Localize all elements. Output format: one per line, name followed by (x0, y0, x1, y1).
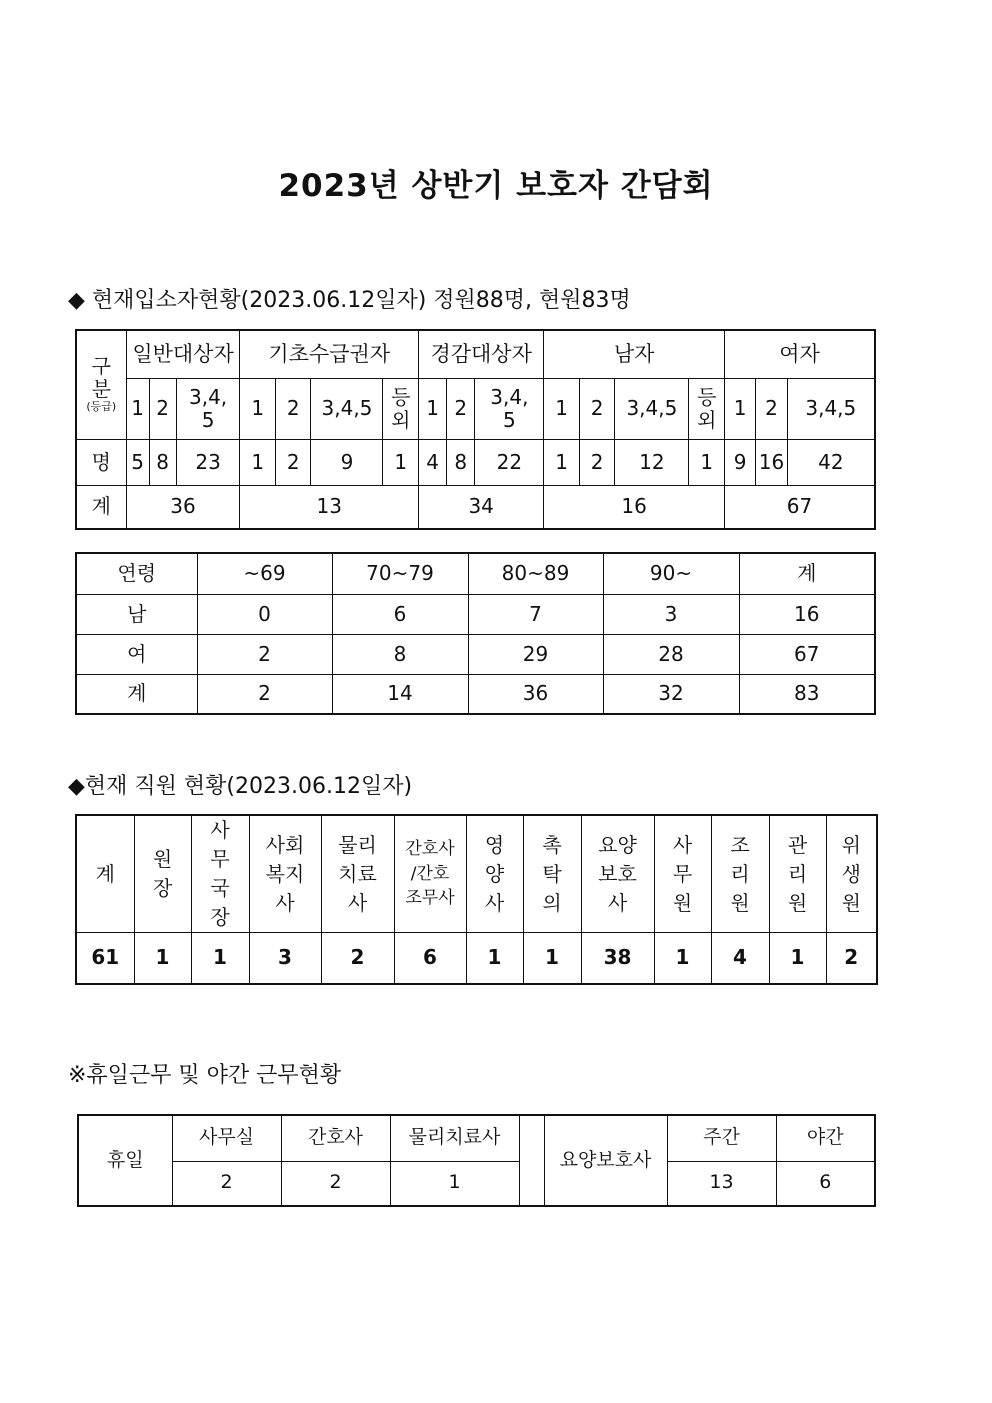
total-row-label: 계 (76, 485, 126, 529)
total-cell: 36 (126, 485, 240, 529)
staff-value: 4 (711, 933, 769, 984)
count-cell: 9 (724, 439, 755, 485)
staff-header-cook: 조 리 원 (711, 815, 769, 933)
group-basic-recipient: 기초수급권자 (240, 330, 419, 378)
grade-label: (등급) (86, 400, 117, 414)
count-row-label: 명 (76, 439, 126, 485)
holiday-header-nurse: 간호사 (281, 1115, 390, 1161)
age-row-label: 여 (76, 634, 197, 674)
count-cell: 8 (149, 439, 176, 485)
grade-cell: 등 외 (689, 378, 725, 439)
count-cell: 1 (383, 439, 419, 485)
shift-header-night: 야간 (776, 1115, 875, 1161)
section-heading-staff: ◆현재 직원 현황(2023.06.12일자) (68, 774, 413, 799)
age-cell: 7 (468, 594, 603, 634)
age-cell: 28 (603, 634, 739, 674)
count-cell: 4 (419, 439, 447, 485)
staff-header-physical-therapist: 물리 치료 사 (321, 815, 394, 933)
age-header: 90~ (603, 553, 739, 594)
total-cell: 13 (240, 485, 419, 529)
age-cell: 14 (332, 674, 468, 714)
count-cell: 2 (579, 439, 615, 485)
grade-cell: 2 (275, 378, 311, 439)
resident-status-table (75, 329, 876, 530)
staff-header-clerk: 사 무 원 (654, 815, 711, 933)
holiday-header-office: 사무실 (172, 1115, 281, 1161)
staff-value: 61 (76, 933, 134, 984)
total-cell: 16 (544, 485, 725, 529)
age-cell: 29 (468, 634, 603, 674)
staff-header-total: 계 (76, 815, 134, 933)
staff-header-manager: 관 리 원 (769, 815, 826, 933)
grade-cell: 1 (126, 378, 149, 439)
group-reduced: 경감대상자 (419, 330, 544, 378)
count-cell: 1 (689, 439, 725, 485)
count-cell: 12 (615, 439, 689, 485)
staff-header-nutritionist: 영 양 사 (466, 815, 523, 933)
staff-header-hygiene: 위 생 원 (826, 815, 877, 933)
grade-cell: 2 (447, 378, 475, 439)
holiday-value: 2 (172, 1161, 281, 1206)
grade-cell: 1 (724, 378, 755, 439)
total-cell: 67 (724, 485, 875, 529)
group-general: 일반대상자 (126, 330, 240, 378)
age-cell: 83 (739, 674, 875, 714)
staff-value: 1 (191, 933, 249, 984)
age-cell: 32 (603, 674, 739, 714)
staff-value: 1 (523, 933, 581, 984)
age-cell: 8 (332, 634, 468, 674)
page-title: 2023년 상반기 보호자 간담회 (278, 168, 714, 204)
category-label-gu: 구 (91, 354, 111, 379)
age-row-label: 계 (76, 674, 197, 714)
staff-value: 1 (654, 933, 711, 984)
staff-header-office-chief: 사 무 국 장 (191, 815, 249, 933)
holiday-value: 2 (281, 1161, 390, 1206)
staff-header-director: 원 장 (134, 815, 191, 933)
count-cell: 5 (126, 439, 149, 485)
age-header: 70~79 (332, 553, 468, 594)
holiday-value: 1 (390, 1161, 519, 1206)
age-cell: 3 (603, 594, 739, 634)
count-cell: 1 (240, 439, 276, 485)
grade-cell: 3,4, 5 (176, 378, 240, 439)
staff-value: 1 (466, 933, 523, 984)
count-cell: 2 (275, 439, 311, 485)
age-header: ~69 (197, 553, 332, 594)
grade-cell: 3,4,5 (615, 378, 689, 439)
staff-value: 2 (321, 933, 394, 984)
grade-cell: 1 (544, 378, 580, 439)
total-cell: 34 (419, 485, 544, 529)
shift-value-night: 6 (776, 1161, 875, 1206)
grade-cell: 1 (240, 378, 276, 439)
grade-cell: 1 (419, 378, 447, 439)
staff-value: 2 (826, 933, 877, 984)
group-male: 남자 (544, 330, 725, 378)
grade-cell: 등 외 (383, 378, 419, 439)
age-cell: 36 (468, 674, 603, 714)
count-cell: 22 (475, 439, 544, 485)
count-cell: 8 (447, 439, 475, 485)
holiday-label: 휴일 (78, 1115, 172, 1206)
spacer-cell (519, 1115, 544, 1206)
staff-table (75, 814, 878, 985)
count-cell: 23 (176, 439, 240, 485)
category-label-bun: 분 (91, 377, 111, 402)
grade-cell: 3,4, 5 (475, 378, 544, 439)
age-cell: 2 (197, 634, 332, 674)
caregiver-label: 요양보호사 (544, 1115, 667, 1206)
age-header: 계 (739, 553, 875, 594)
shift-header-day: 주간 (667, 1115, 776, 1161)
count-cell: 1 (544, 439, 580, 485)
age-cell: 0 (197, 594, 332, 634)
age-cell: 16 (739, 594, 875, 634)
staff-value: 6 (394, 933, 466, 984)
grade-cell: 2 (756, 378, 787, 439)
grade-cell: 2 (579, 378, 615, 439)
staff-value: 38 (581, 933, 654, 984)
age-header: 연령 (76, 553, 197, 594)
section-heading-holiday: ※휴일근무 및 야간 근무현황 (68, 1063, 342, 1088)
age-header: 80~89 (468, 553, 603, 594)
grade-cell: 3,4,5 (787, 378, 875, 439)
count-cell: 42 (787, 439, 875, 485)
age-row-label: 남 (76, 594, 197, 634)
holiday-night-table (77, 1114, 876, 1207)
category-header-cell (76, 330, 126, 439)
staff-header-caregiver: 요양 보호 사 (581, 815, 654, 933)
staff-header-doctor: 촉 탁 의 (523, 815, 581, 933)
age-cell: 6 (332, 594, 468, 634)
staff-value: 1 (134, 933, 191, 984)
age-cell: 67 (739, 634, 875, 674)
holiday-header-therapist: 물리치료사 (390, 1115, 519, 1161)
staff-value: 3 (249, 933, 321, 984)
grade-cell: 3,4,5 (311, 378, 383, 439)
staff-value: 1 (769, 933, 826, 984)
group-female: 여자 (724, 330, 875, 378)
shift-value-day: 13 (667, 1161, 776, 1206)
count-cell: 9 (311, 439, 383, 485)
age-distribution-table (75, 552, 876, 715)
staff-header-nurse: 간호사 /간호 조무사 (394, 815, 466, 933)
staff-header-social-worker: 사회 복지 사 (249, 815, 321, 933)
section-heading-residents: ◆ 현재입소자현황(2023.06.12일자) 정원88명, 현원83명 (68, 288, 631, 313)
grade-cell: 2 (149, 378, 176, 439)
count-cell: 16 (756, 439, 787, 485)
age-cell: 2 (197, 674, 332, 714)
